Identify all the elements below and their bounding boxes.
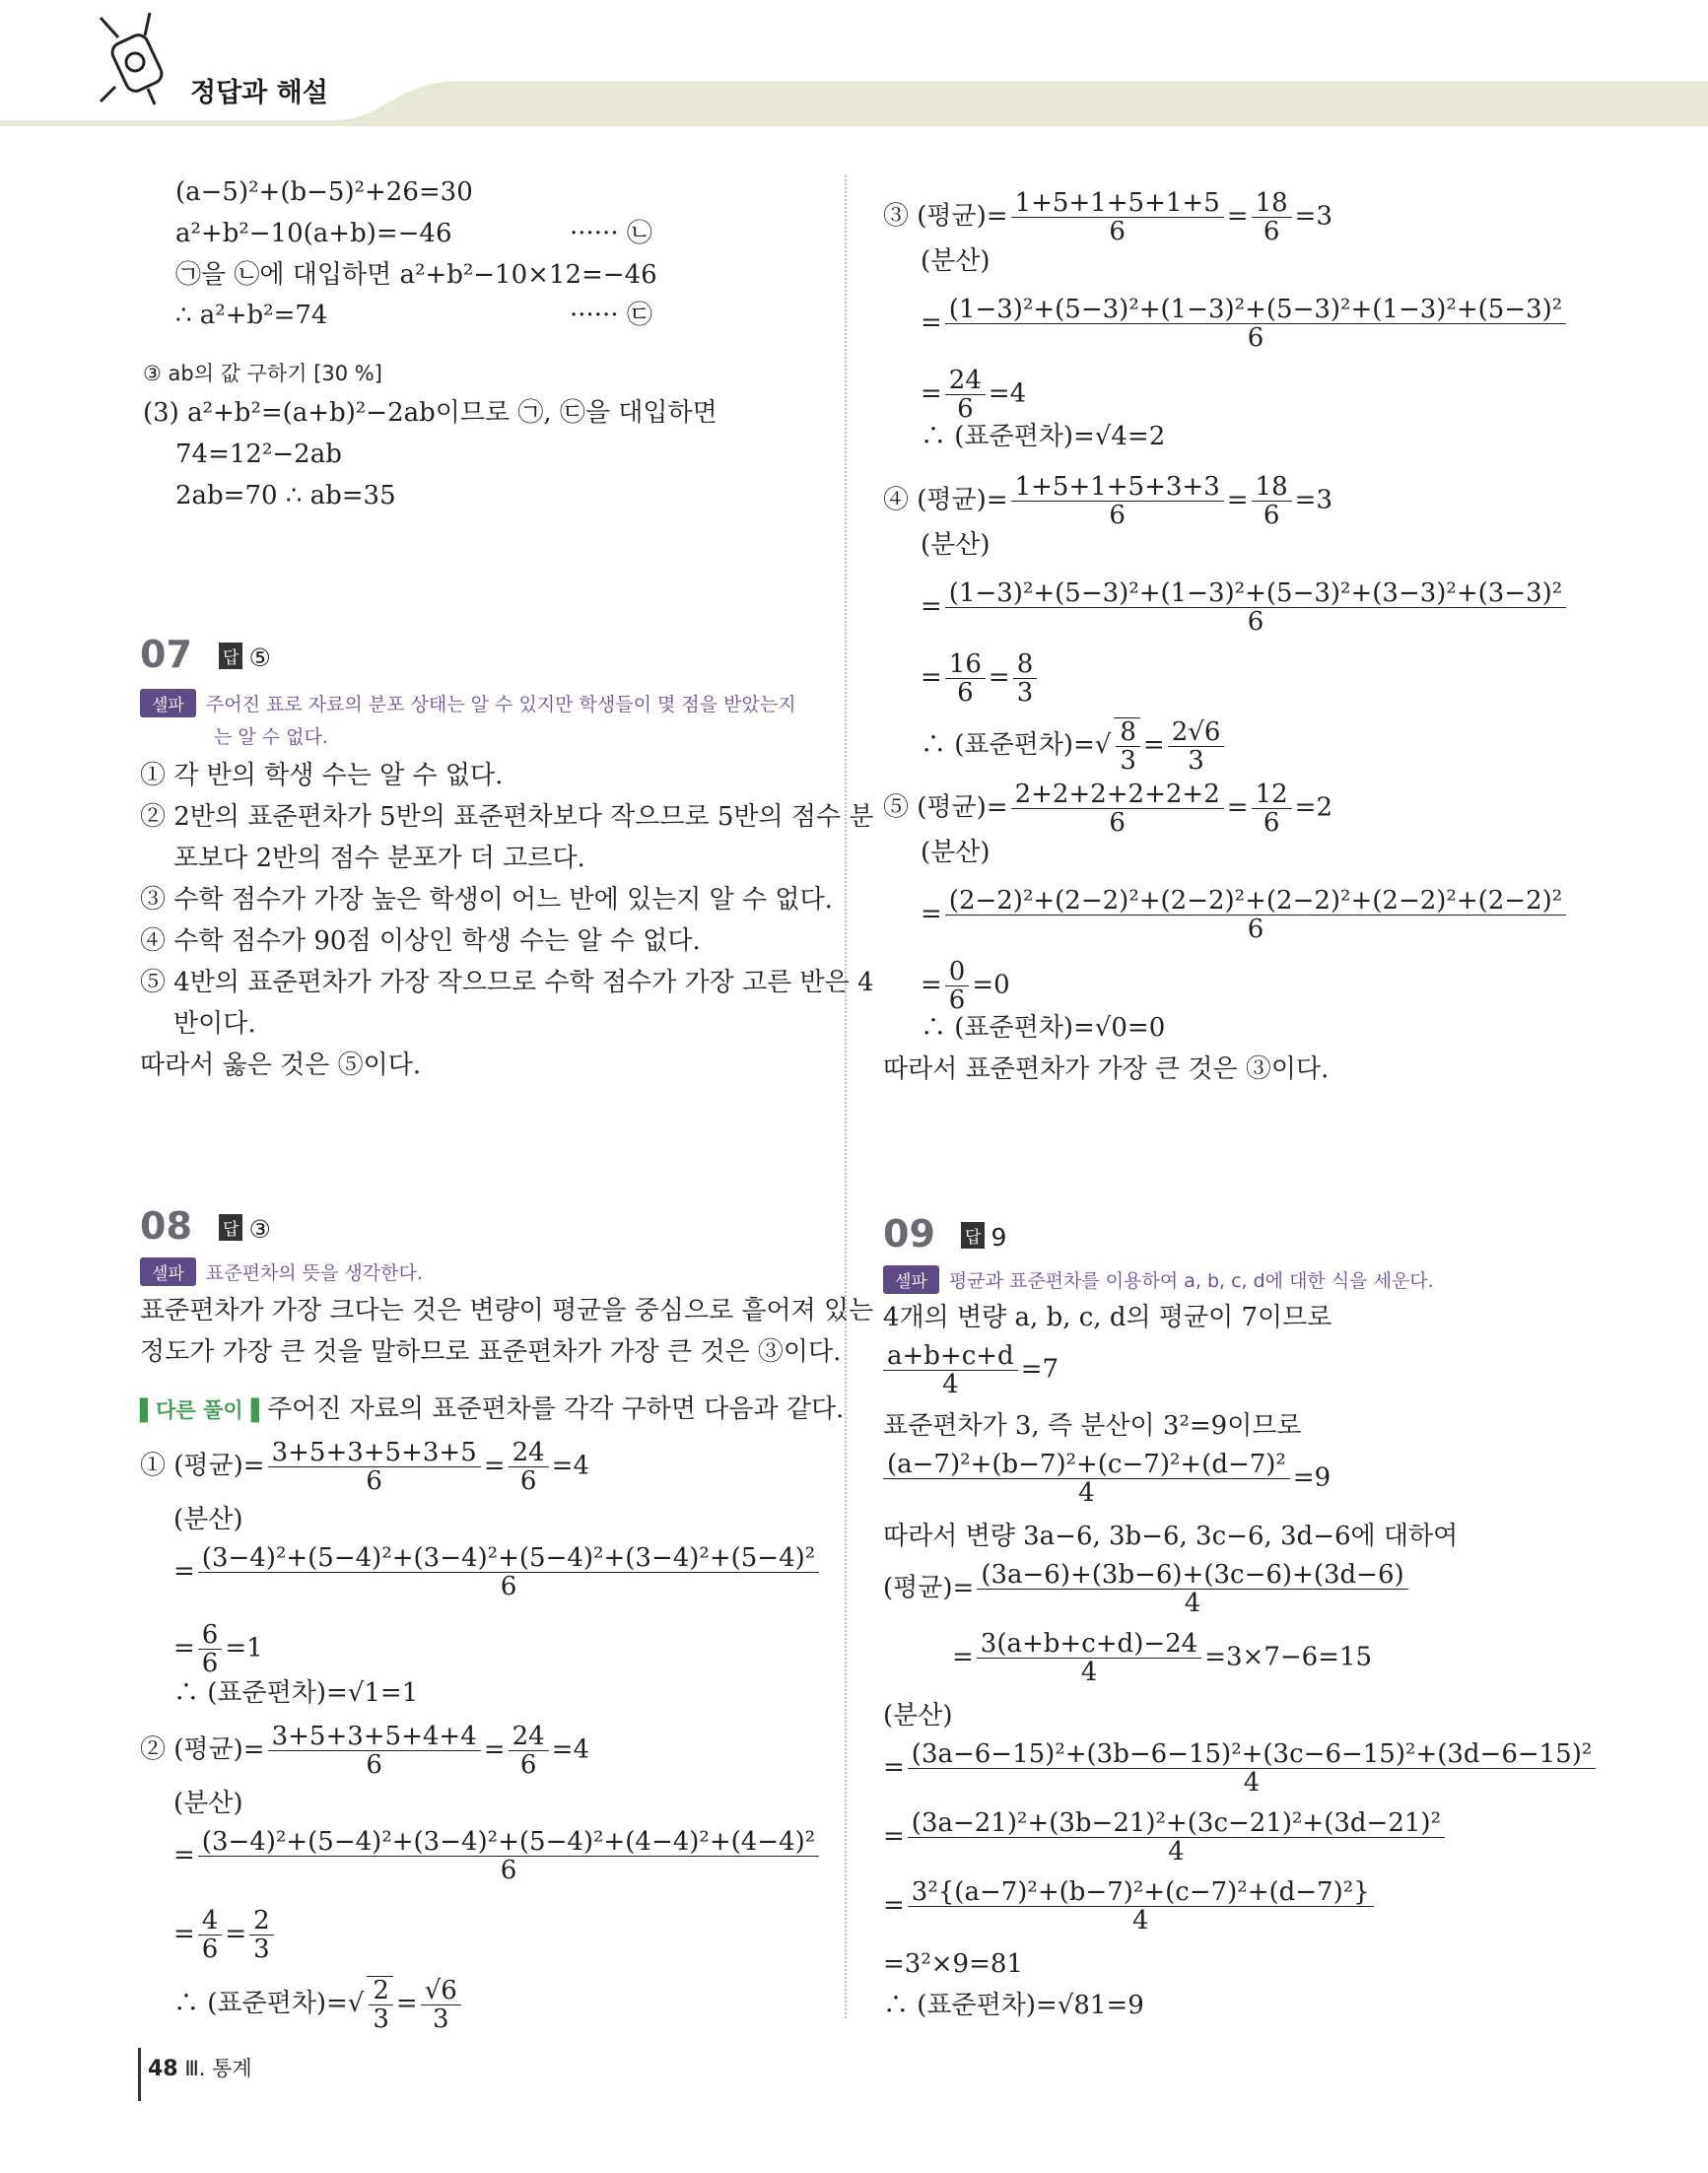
case5-sd: ∴ (표준편차)=√0=0 bbox=[921, 1013, 1166, 1043]
answer-box: 답 bbox=[961, 1222, 985, 1249]
q09-var-3: = $\frac{\text{3²\{(a−7)²+(b−7)²+(c−7)²+(d−7)²\}}}{4}$ bbox=[883, 1878, 1377, 1935]
mascot-icon bbox=[91, 8, 189, 106]
q07-conclusion: 따라서 옳은 것은 ⑤이다. bbox=[140, 1051, 422, 1080]
case3-mean: ③ (평균)= $\frac{1+5+1+5+1+5}{6}$ = $\frac{18}{6}$ =3 bbox=[883, 188, 1332, 246]
q07-answer-value: ⑤ bbox=[248, 644, 271, 672]
q09-line-8: =3²×9=81 bbox=[883, 1949, 1023, 1979]
q08-case2-variance-value: = $\frac{4}{6}$ = $\frac{2}{3}$ bbox=[173, 1907, 277, 1963]
q09-number: 09 bbox=[883, 1212, 935, 1256]
case4-variance-value: = $\frac{16}{6}$ = $\frac{8}{3}$ bbox=[921, 650, 1040, 707]
q09-hint bbox=[883, 1265, 1434, 1294]
q09-f2-numerator: (a−7)²+(b−7)²+(c−7)²+(d−7)² bbox=[883, 1451, 1290, 1479]
q08-case1-variance-value: = $\frac{6}{6}$ =1 bbox=[173, 1620, 263, 1678]
q06-line-6: 74=12²−2ab bbox=[175, 440, 342, 469]
variance-numerator: (3−4)²+(5−4)²+(3−4)²+(5−4)²+(3−4)²+(5−4)² bbox=[198, 1544, 819, 1573]
q08-hint bbox=[140, 1257, 423, 1286]
variance-label: (분산) bbox=[921, 838, 991, 867]
case4-sd: ∴ (표준편차)=√ $\frac{8}{3}$ = $\frac{2√6}{3}$ bbox=[921, 717, 1227, 775]
q09-hint-text: 평균과 표준편차를 이용하여 a, b, c, d에 대한 식을 세운다. bbox=[948, 1270, 1434, 1292]
column-divider bbox=[845, 175, 847, 2018]
q09-f6-numerator: (3a−21)²+(3b−21)²+(3c−21)²+(3d−21)² bbox=[908, 1809, 1445, 1838]
variance-label: (분산) bbox=[173, 1789, 243, 1818]
case3-sd: ∴ (표준편차)=√4=2 bbox=[921, 422, 1166, 451]
variance-numerator: (2−2)²+(2−2)²+(2−2)²+(2−2)²+(2−2)²+(2−2)² bbox=[945, 887, 1566, 916]
footer-bar bbox=[138, 2048, 141, 2101]
q08-answer bbox=[219, 1214, 271, 1244]
variance-label: (분산) bbox=[921, 530, 991, 560]
q07-number: 07 bbox=[140, 633, 192, 676]
variance-numerator: (1−3)²+(5−3)²+(1−3)²+(5−3)²+(1−3)²+(5−3)² bbox=[945, 296, 1566, 324]
q06-mark-2: ······ ㉡ bbox=[570, 219, 652, 248]
q08-case2-mean: ② (평균)= $\frac{3+5+3+5+4+4}{6}$ = $\frac{24}{6}$ =4 bbox=[140, 1722, 589, 1780]
q08-hint-text: 표준편차의 뜻을 생각한다. bbox=[205, 1262, 423, 1284]
q09-f4-tail: =3×7−6=15 bbox=[1204, 1642, 1373, 1672]
q08-case2-sd: ∴ (표준편차)=√ $\frac{2}{3}$ = $\frac{√6}{3}$ bbox=[173, 1976, 464, 2033]
answer-box: 답 bbox=[219, 643, 242, 669]
q08-para-1: 표준편차가 가장 크다는 것은 변량이 평균을 중심으로 흩어져 있는 bbox=[140, 1296, 874, 1325]
q09-answer bbox=[961, 1222, 1006, 1252]
q07-answer bbox=[219, 643, 271, 672]
case5-variance-value: = $\frac{0}{6}$ =0 bbox=[921, 957, 1010, 1015]
q08-para-2: 정도가 가장 큰 것을 말하므로 표준편차가 가장 큰 것은 ③이다. bbox=[140, 1337, 842, 1367]
selpa-tag: 셀파 bbox=[140, 689, 196, 717]
case3-variance: = $\frac{\text{(1−3)²+(5−3)²+(1−3)²+(5−3)²+(1−3)²+(5−3)²}}{6}$ bbox=[921, 296, 1569, 352]
footer bbox=[148, 2053, 252, 2082]
other-solution-label: ▌다른 풀이▐ bbox=[140, 1398, 259, 1422]
mean-numerator: 1+5+1+5+1+5 bbox=[1011, 189, 1224, 218]
q07-hint-text-1: 주어진 표로 자료의 분포 상태는 알 수 있지만 학생들이 몇 점을 받았는지 bbox=[205, 694, 796, 715]
right-conclusion: 따라서 표준편차가 가장 큰 것은 ③이다. bbox=[883, 1054, 1330, 1084]
q07-hint-text-2: 는 알 수 없다. bbox=[214, 726, 328, 748]
q09-mean-eq: $\frac{a+b+c+d}{4}$ =7 bbox=[883, 1342, 1059, 1398]
variance-label: (분산) bbox=[921, 246, 991, 276]
mean-numerator: 1+5+1+5+3+3 bbox=[1011, 473, 1224, 502]
q09-line-9: ∴ (표준편차)=√81=9 bbox=[883, 1991, 1144, 2020]
q07-hint bbox=[140, 689, 796, 717]
q09-var-1: = $\frac{\text{(3a−6−15)²+(3b−6−15)²+(3c−6−15)²+(3d−6−15)²}}{4}$ bbox=[883, 1740, 1599, 1797]
q06-line-7: 2ab=70 ∴ ab=35 bbox=[175, 481, 396, 510]
q08-other-solution bbox=[140, 1394, 844, 1425]
section-name: Ⅲ. 통계 bbox=[184, 2057, 252, 2080]
other-solution-text: 주어진 자료의 표준편차를 각각 구하면 다음과 같다. bbox=[267, 1394, 845, 1424]
mean-numerator: 3+5+3+5+4+4 bbox=[268, 1723, 481, 1751]
selpa-tag: 셀파 bbox=[883, 1265, 939, 1294]
q07-item: ① 각 반의 학생 수는 알 수 없다. bbox=[140, 761, 504, 790]
case3-variance-value: = $\frac{24}{6}$ =4 bbox=[921, 366, 1027, 424]
q07-item: 반이다. bbox=[173, 1009, 256, 1039]
mean-numerator: 2+2+2+2+2+2 bbox=[1011, 781, 1224, 809]
variance-label: (분산) bbox=[883, 1701, 953, 1731]
q08-case2-variance: = $\frac{\text{(3−4)²+(5−4)²+(3−4)²+(5−4)²+(4−4)²+(4−4)²}}{6}$ bbox=[173, 1828, 822, 1884]
case4-variance: = $\frac{\text{(1−3)²+(5−3)²+(1−3)²+(5−3)²+(3−3)²+(3−3)²}}{6}$ bbox=[921, 579, 1569, 636]
q08-case1-variance: = $\frac{\text{(3−4)²+(5−4)²+(3−4)²+(5−4)²+(3−4)²+(5−4)²}}{6}$ bbox=[173, 1544, 822, 1600]
case4-mean: ④ (평균)= $\frac{1+5+1+5+3+3}{6}$ = $\frac{18}{6}$ =3 bbox=[883, 472, 1332, 530]
q09-line-1: 4개의 변량 a, b, c, d의 평균이 7이므로 bbox=[883, 1303, 1332, 1332]
q07-item: ⑤ 4반의 표준편차가 가장 작으므로 수학 점수가 가장 고른 반은 4 bbox=[140, 968, 874, 997]
q09-line-2: 표준편차가 3, 즉 분산이 3²=9이므로 bbox=[883, 1411, 1302, 1441]
q07-item: 포보다 2반의 점수 분포가 더 고르다. bbox=[173, 844, 585, 873]
q07-item: ② 2반의 표준편차가 5반의 표준편차보다 작으므로 5반의 점수 분 bbox=[140, 802, 874, 832]
case5-variance: = $\frac{\text{(2−2)²+(2−2)²+(2−2)²+(2−2)²+(2−2)²+(2−2)²}}{6}$ bbox=[921, 887, 1569, 943]
q06-step-3: ③ ab의 값 구하기 [30 %] bbox=[143, 362, 382, 385]
q09-var-eq: $\frac{\text{(a−7)²+(b−7)²+(c−7)²+(d−7)²}}{4}$ =9 bbox=[883, 1451, 1331, 1507]
q08-case1-sd: ∴ (표준편차)=√1=1 bbox=[173, 1678, 419, 1708]
q06-line-2: a²+b²−10(a+b)=−46 bbox=[175, 219, 452, 248]
q08-answer-value: ③ bbox=[248, 1215, 271, 1244]
q09-var-2: = $\frac{\text{(3a−21)²+(3b−21)²+(3c−21)²+(3d−21)²}}{4}$ bbox=[883, 1809, 1448, 1866]
variance-numerator: (3−4)²+(5−4)²+(3−4)²+(5−4)²+(4−4)²+(4−4)² bbox=[198, 1828, 819, 1857]
case5-mean: ⑤ (평균)= $\frac{2+2+2+2+2+2}{6}$ = $\frac{12}{6}$ =2 bbox=[883, 780, 1332, 838]
q09-f7-numerator: 3²{(a−7)²+(b−7)²+(c−7)²+(d−7)²} bbox=[908, 1878, 1374, 1907]
q09-f1-numerator: a+b+c+d bbox=[883, 1342, 1018, 1371]
q09-f3-numerator: (3a−6)+(3b−6)+(3c−6)+(3d−6) bbox=[977, 1561, 1407, 1590]
q06-line-5: (3) a²+b²=(a+b)²−2ab이므로 ㉠, ㉢을 대입하면 bbox=[143, 398, 717, 428]
q06-line-3: ㉠을 ㉡에 대입하면 a²+b²−10×12=−46 bbox=[175, 260, 657, 290]
q09-line-3: 따라서 변량 3a−6, 3b−6, 3c−6, 3d−6에 대하여 bbox=[883, 1522, 1459, 1551]
page-number: 48 bbox=[148, 2057, 178, 2081]
q09-answer-value: 9 bbox=[991, 1223, 1007, 1252]
answer-box: 답 bbox=[219, 1214, 242, 1241]
q09-f5-numerator: (3a−6−15)²+(3b−6−15)²+(3c−6−15)²+(3d−6−15)² bbox=[908, 1740, 1597, 1769]
q08-case1-mean: ① (평균)= $\frac{3+5+3+5+3+5}{6}$ = $\frac{24}{6}$ =4 bbox=[140, 1438, 589, 1496]
q09-new-mean-2: = $\frac{3(a+b+c+d)-24}{4}$ =3×7−6=15 bbox=[952, 1629, 1373, 1687]
mean-numerator: 3+5+3+5+3+5 bbox=[268, 1439, 481, 1467]
header-title: 정답과 해설 bbox=[190, 78, 328, 108]
selpa-tag: 셀파 bbox=[140, 1257, 196, 1286]
q08-number: 08 bbox=[140, 1204, 192, 1248]
q09-f4-numerator: 3(a+b+c+d)−24 bbox=[977, 1630, 1201, 1659]
q06-line-1: (a−5)²+(b−5)²+26=30 bbox=[175, 177, 473, 207]
q09-new-mean: (평균)= $\frac{(3a-6)+(3b-6)+(3c-6)+(3d-6)}{4}$ bbox=[883, 1561, 1411, 1617]
q06-mark-4: ······ ㉢ bbox=[570, 301, 652, 330]
q07-item: ④ 수학 점수가 90점 이상인 학생 수는 알 수 없다. bbox=[140, 926, 701, 956]
variance-label: (분산) bbox=[173, 1505, 243, 1534]
q07-item: ③ 수학 점수가 가장 높은 학생이 어느 반에 있는지 알 수 없다. bbox=[140, 885, 833, 915]
q06-line-4: ∴ a²+b²=74 bbox=[175, 301, 328, 330]
variance-numerator: (1−3)²+(5−3)²+(1−3)²+(5−3)²+(3−3)²+(3−3)² bbox=[945, 579, 1566, 608]
